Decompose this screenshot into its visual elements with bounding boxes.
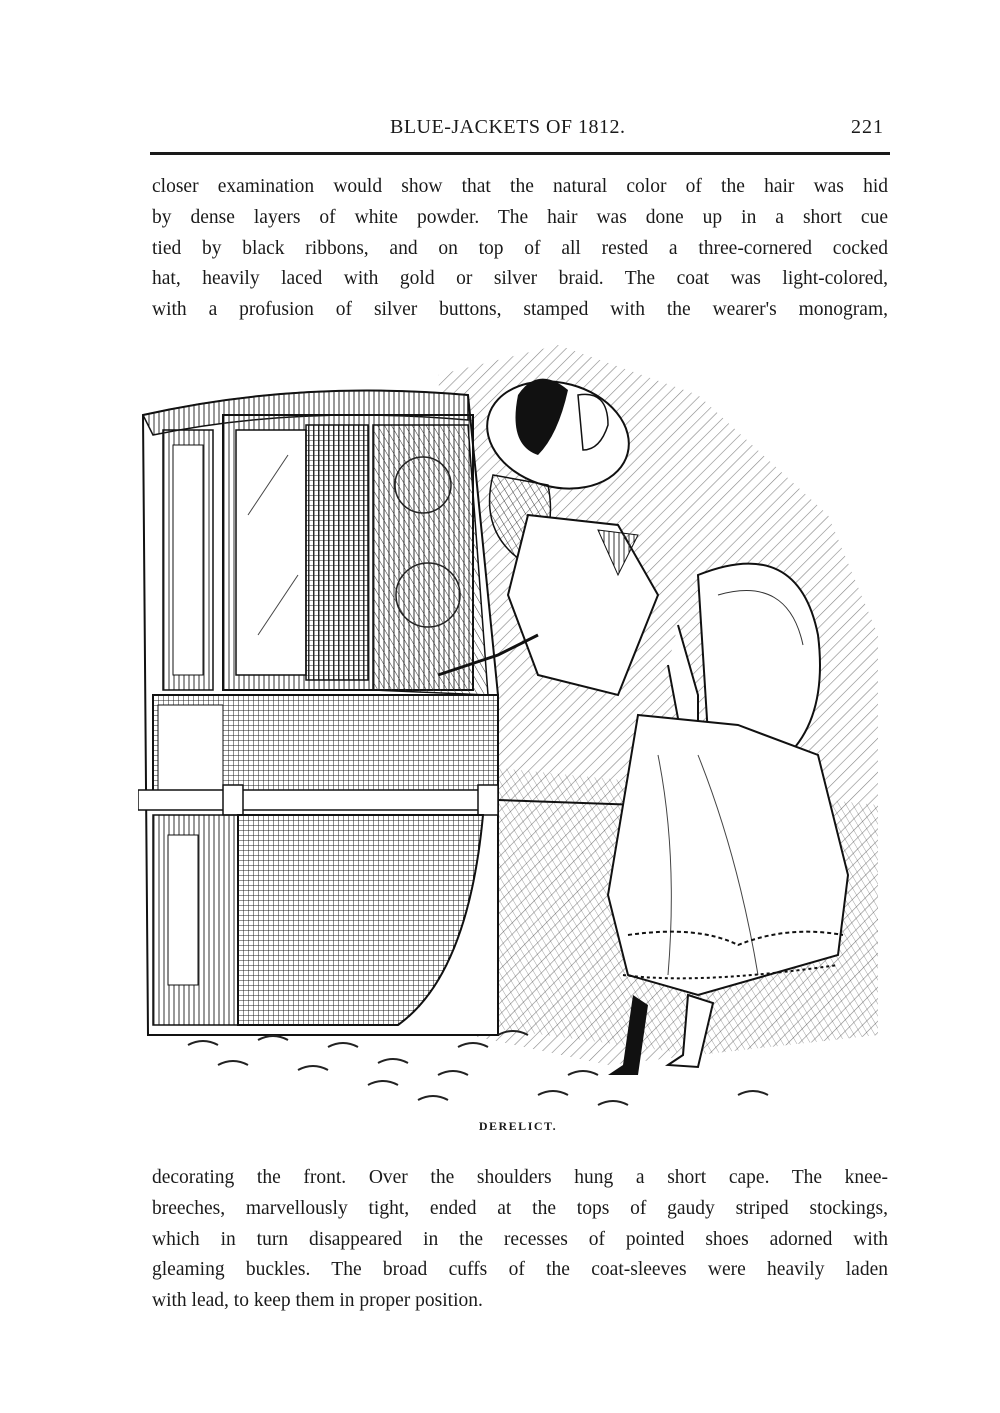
text-line: gleaming buckles. The broad cuffs of the coat-sleeves were heavily laden [152,1259,888,1281]
text-line: with lead, to keep them in proper position. [152,1290,483,1312]
text-line: closer examination would show that the natural color of the hair was hid [152,176,888,197]
text-line: which in turn disappeared in the recesses of pointed shoes adorned with [152,1228,888,1250]
text-line: hat, heavily laced with gold or silver braid. The coat was light-colored, [152,268,888,290]
text-line: decorating the front. Over the shoulders hung a short cape. The knee- [152,1167,888,1188]
running-title: BLUE-JACKETS OF 1812. [390,116,626,138]
header-rule [150,152,890,155]
paragraph-top [152,172,888,326]
paragraph-bottom [152,1163,888,1317]
text-line: with a profusion of silver buttons, stamped with the wearer's monogram, [152,299,888,321]
caption-text: DERELICT. [478,1119,558,1133]
engraving-illustration-icon [138,335,898,1115]
figure-caption [0,1119,1000,1134]
page-header [150,108,890,148]
text-line: tied by black ribbons, and on top of all rested a three-cornered cocked [152,237,888,259]
text-line: breeches, marvellously tight, ended at the tops of gaudy striped stockings, [152,1197,888,1219]
illustration-derelict [138,335,898,1125]
text-line: by dense layers of white powder. The hair was done up in a short cue [152,206,888,228]
page-number: 221 [851,116,884,138]
